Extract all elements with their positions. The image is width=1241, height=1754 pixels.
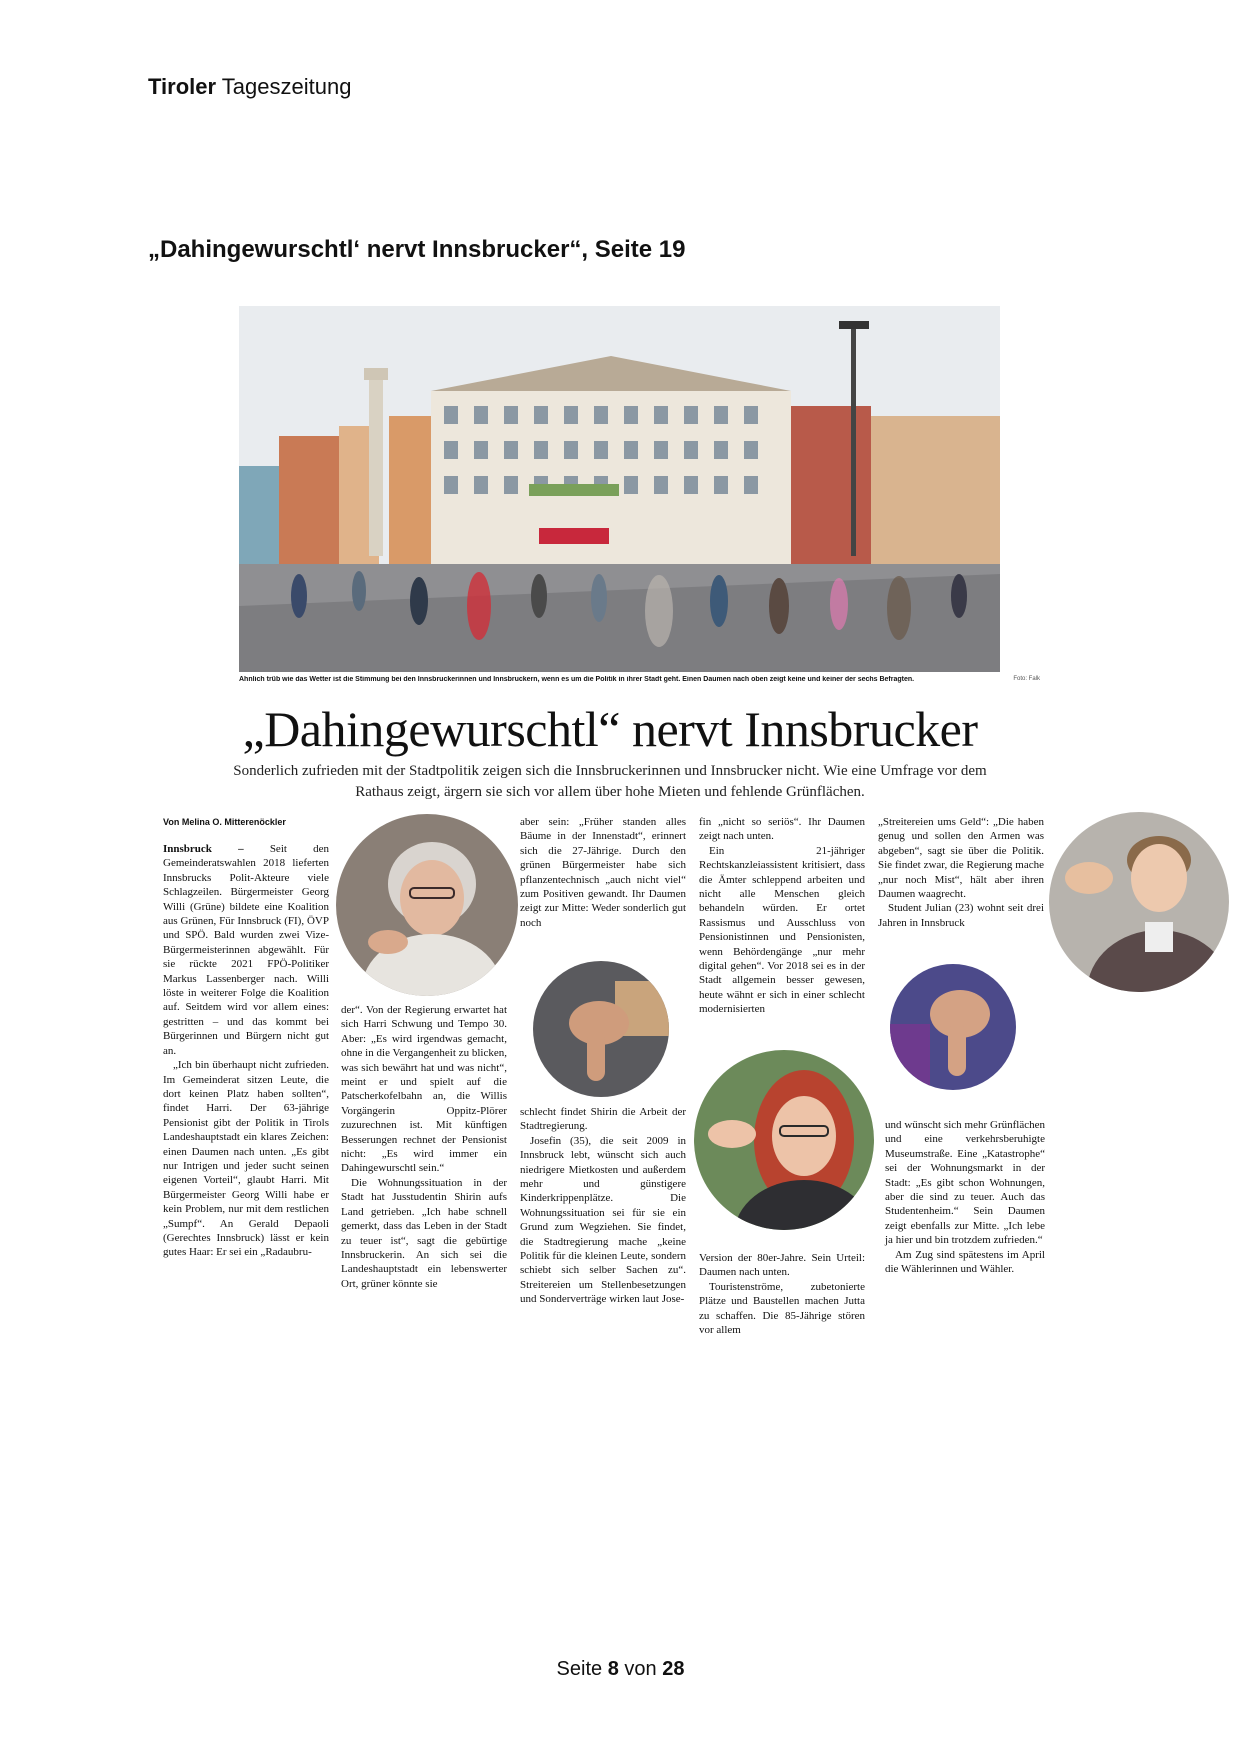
column-5-top	[878, 815, 1044, 930]
portrait-harri	[336, 814, 518, 996]
paragraph: schlecht findet Shirin die Arbeit der Stadtregierung.	[520, 1106, 686, 1133]
paragraph: Ein 21-jähriger Rechtskanzleiassistent kritisiert, dass die Ämter schleppend arbeiten und nicht alle Menschen gleich behandeln würden. Er ortet Rassismus und Ausschluss von Pensionistinnen und Pensionisten, wenn Behördengänge „nur mehr digital gehen“. Vor 2018 sei es in der Stadt allgemein besser gewesen, heute wähnt er sich in einer schlecht modernisierten	[699, 844, 865, 1016]
clip-title: „Dahingewurschtl‘ nervt Innsbrucker“, Seite 19	[148, 236, 686, 263]
paragraph: fin „nicht so seriös“. Ihr Daumen zeigt nach unten.	[699, 816, 865, 843]
rathaus-square-photo	[239, 306, 1000, 672]
paragraph: aber sein: „Früher standen alles Bäume in der Innenstadt“, erinnert sich die 27-Jährige. Durch den grünen Bürgermeister habe sich pflanzentechnisch „auch nicht viel“ zum Positiven gewandt. Ihr Daumen zeigt zur Mitte: Weder sonderlich gut noch	[520, 816, 686, 929]
column-3-top	[520, 815, 686, 930]
page-footer	[0, 1658, 1241, 1681]
column-5-bottom	[885, 1118, 1045, 1276]
newspaper-masthead	[148, 74, 351, 100]
paragraph: Touristenströme, zubetonierte Plätze und Baustellen machen Jutta zu schaffen. Die 85-Jährige stören vor allem	[699, 1280, 865, 1337]
footer-current-page: 8	[607, 1658, 619, 1680]
paragraph: Die Wohnungssituation in der Stadt hat Jusstudentin Shirin aufs Land getrieben. „Ich habe schnell gemerkt, dass das Leben in der Stadt zu teuer ist“, sagt die gebürtige Innsbruckerin. An sich sei die Landeshauptstadt ein lebenswerter Ort, grüner könnte sie	[341, 1176, 507, 1290]
photo-credit: Foto: Falk	[1013, 676, 1040, 682]
column-1	[163, 842, 329, 1260]
newspaper-clipping	[160, 306, 1060, 1338]
dateline: Innsbruck –	[163, 843, 244, 855]
column-4-bottom	[699, 1251, 865, 1337]
paragraph	[163, 842, 329, 1058]
masthead-rest: Tageszeitung	[221, 74, 352, 99]
paragraph: der“. Von der Regierung erwartet hat sich Harri Schwung und Tempo 30. Aber: „Es wird irgendwas gemacht, ohne in die Vergangenheit zu blicken, was sich bewährt hat und was nicht“, meint er und spielt auf die Patscherkofelbahn an, die Willis Vorgängerin Oppitz-Plörer zuzurechnen ist. Mit künftigen Besserungen rechnet der Pensionist nicht: „Es wird immer ein Dahingewurschtl sein.“	[341, 1004, 507, 1175]
paragraph-text: Seit den Gemeinderatswahlen 2018 lieferten Innsbrucks Polit-Akteure viele Schlagzeilen. Bürgermeister Georg Willi (Grüne) bildete eine Koalition aus Grünen, Für Innsbruck (FI), ÖVP und SPÖ. Bald wurden zwei Vize-Bürgermeisterinnen abgewählt. Für sie rückte 2021 FPÖ-Politiker Markus Lassenberger nach. Willi löste in weiterer Folge die Koalition auf. Seitdem wird vor allem eines: gestritten – und das kommt bei Bürgerinnen und Bürgern nicht gut an.	[163, 843, 329, 1057]
paragraph: Version der 80er-Jahre. Sein Urteil: Daumen nach unten.	[699, 1252, 865, 1279]
portrait-josefin	[694, 1050, 874, 1230]
thumb-down-photo	[533, 961, 669, 1097]
thumb-down-photo	[890, 964, 1016, 1090]
article-byline: Von Melina O. Mitterenöckler	[163, 817, 286, 827]
article-headline: „Dahingewurschtl“ nervt Innsbrucker	[242, 701, 978, 757]
footer-total-pages: 28	[662, 1658, 685, 1680]
paragraph: „Ich bin überhaupt nicht zufrieden. Im Gemeinderat sitzen Leute, die dort keinen Platz haben sollten“, findet Harri. Der 63-jährige Pensionist gibt der Politik in Tirols Landeshauptstadt ein klares Zeichen: einen Daumen nach unten. „Es gibt nur Intrigen und jeder sucht seinen eigenen Vorteil“, glaubt Harri. Mit Bürgermeister Georg Willi habe er kein Problem, nur mit dem restlichen „Sumpf“. An Gerald Depaoli (Gerechtes Innsbruck) lässt er kein gutes Haar: Er sei ein „Radaubru-	[163, 1059, 329, 1259]
column-4-top	[699, 815, 865, 1017]
column-2	[341, 1003, 507, 1291]
paragraph: Student Julian (23) wohnt seit drei Jahren in Innsbruck	[878, 902, 1044, 929]
paragraph: „Streitereien ums Geld“: „Die haben genug und sollen den Armen was abgeben“, sagt sie über die Politik. Sie findet zwar, die Regierung mache „nur noch Mist“, hält aber ihren Daumen waagrecht.	[878, 816, 1044, 901]
paragraph: Am Zug sind spätestens im April die Wählerinnen und Wähler.	[885, 1248, 1045, 1276]
column-3-bottom	[520, 1105, 686, 1307]
portrait-julian	[1049, 812, 1229, 992]
article-lead: Sonderlich zufrieden mit der Stadtpolitik zeigen sich die Innsbruckerinnen und Innsbrucker nicht. Wie eine Umfrage vor dem Rathaus zeigt, ärgern sie sich vor allem über hohe Mieten und fehlende Grünflächen.	[233, 763, 987, 800]
paragraph: Josefin (35), die seit 2009 in Innsbruck lebt, wünscht sich auch niedrigere Mietkosten und außerdem mehr und günstigere Kinderkrippenplätze. Die Wohnungssituation sei für sie ein Grund zum Wegziehen. Sie findet, die Stadtregierung mache „keine Politik für die kleinen Leute, sondern schiebt sich selber Sachen zu“. Streitereien um Stellenbesetzungen und Sonderverträge wirken laut Jose-	[520, 1134, 686, 1306]
paragraph: und wünscht sich mehr Grünflächen und eine verkehrsberuhigte Museumstraße. Eine „Katastrophe“ sei der Wohnungsmarkt in der Stadt: „Es gibt schon Wohnungen, aber die sind zu teuer. Auch das Studentenheim.“ Sein Daumen zeigt ebenfalls zur Mitte. „Ich lebe ja hier und bin trotzdem zufrieden.“	[885, 1119, 1045, 1247]
photo-caption: Ähnlich trüb wie das Wetter ist die Stimmung bei den Innsbruckerinnen und Innsbruckern, wenn es um die Politik in ihrer Stadt geht. Einen Daumen nach oben zeigt keine und keiner der sechs Befragten.	[239, 676, 915, 683]
masthead-bold: Tiroler	[148, 74, 217, 99]
footer-middle: von	[624, 1658, 657, 1680]
footer-prefix: Seite	[556, 1658, 603, 1680]
